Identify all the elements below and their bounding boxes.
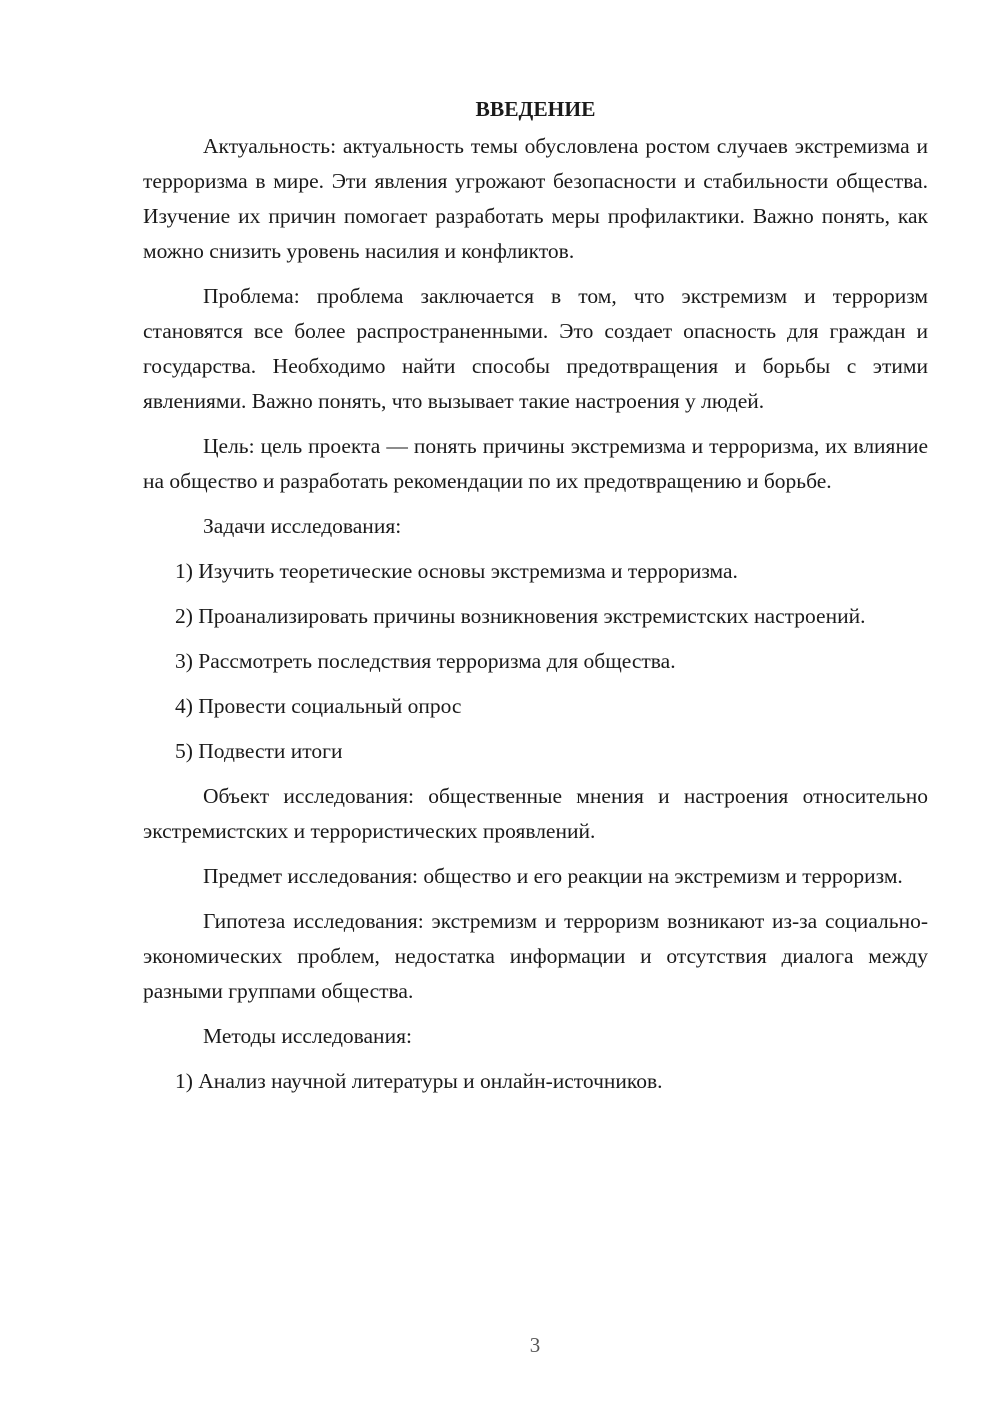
task-item-2: 2) Проанализировать причины возникновения экстремистских настроений. (175, 604, 866, 628)
document-page (143, 92, 928, 1109)
task-item-4: 4) Провести социальный опрос (175, 694, 462, 718)
task-item-3: 3) Рассмотреть последствия терроризма для общества. (175, 649, 676, 673)
subject-paragraph: Предмет исследования: общество и его реакции на экстремизм и терроризм. (203, 864, 903, 888)
page-title: ВВЕДЕНИЕ (475, 97, 596, 121)
problem-paragraph: Проблема: проблема заключается в том, что экстремизм и терроризм становятся все более распространенными. Это создает опасность для граждан и государства. Необходимо найти способы предотвращения и борьбы с этими явлениями. Важно понять, что вызывает такие настроения у людей. (143, 284, 928, 413)
relevance-paragraph: Актуальность: актуальность темы обусловлена ростом случаев экстремизма и терроризма в мире. Эти явления угрожают безопасности и стабильности общества. Изучение их причин помогает разработать меры профилактики. Важно понять, как можно снизить уровень насилия и конфликтов. (143, 134, 928, 263)
object-paragraph: Объект исследования: общественные мнения и настроения относительно экстремистских и террористических проявлений. (143, 784, 928, 843)
task-item-1: 1) Изучить теоретические основы экстремизма и терроризма. (175, 559, 738, 583)
page-number: 3 (529, 1333, 541, 1357)
task-item-5: 5) Подвести итоги (175, 739, 343, 763)
goal-paragraph: Цель: цель проекта — понять причины экстремизма и терроризма, их влияние на общество и разработать рекомендации по их предотвращению и борьбе. (143, 434, 928, 493)
methods-heading: Методы исследования: (203, 1024, 412, 1048)
hypothesis-paragraph: Гипотеза исследования: экстремизм и терроризм возникают из-за социально-экономических проблем, недостатка информации и отсутствия диалога между разными группами общества. (143, 909, 928, 1003)
tasks-heading: Задачи исследования: (203, 514, 402, 538)
method-item-1: 1) Анализ научной литературы и онлайн-источников. (175, 1069, 663, 1093)
